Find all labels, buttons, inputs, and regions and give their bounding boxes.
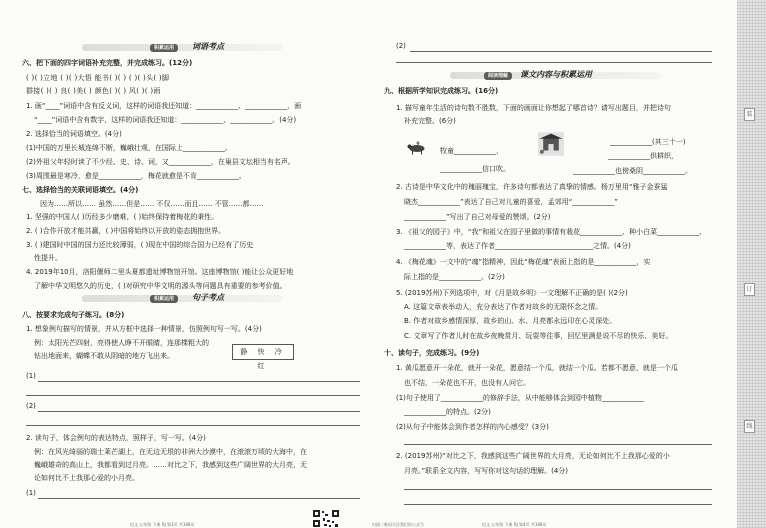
binding-mark: 装 <box>744 108 755 121</box>
q9-item4-line1: 4. 《梅花魂》一文中的“魂”指精神，因此“梅花魂”表面上指的是____________，实 <box>396 258 651 266</box>
section-banner <box>82 44 282 51</box>
section-tag: 积累运用 <box>150 44 178 52</box>
binding-mark: 线 <box>744 420 755 433</box>
answer-line[interactable] <box>38 411 360 412</box>
section-title: 词语考点 <box>192 42 224 51</box>
answer-line[interactable] <box>26 425 360 426</box>
q10-item2-line1: 2. (2019苏州)“对比之下，我感到这些广阔世界的大月亮，无论如何比不上我那心爱的小 <box>396 452 670 460</box>
q9-item3-line2: ____________等，表达了作者____________________________之情。(4分) <box>404 242 631 250</box>
question-9-title: 九、根据所学知识完成练习。(16分) <box>384 87 499 95</box>
q6-part2-item3: (3)周围最是寒冷，愈是____________，梅花就愈是不肯____________。 <box>26 172 246 180</box>
poem-caption-b: ____________信口吹。 <box>440 165 510 173</box>
answer-line[interactable] <box>26 395 360 396</box>
q7-item3-line1: 3. ( )建国时中国的国力还比较薄弱，( )现在中国的综合国力已经有了历史 <box>26 241 254 249</box>
section-tag: 积累运用 <box>150 295 178 303</box>
page-footer: 语文 五年级 下册 RJ 第4页 共188页 <box>482 522 547 527</box>
answer-line[interactable] <box>396 62 712 63</box>
q6-part1-line1: 1. 画“____”词语中含有反义词，这样的词语我还知道：____________、____________，画 <box>26 102 302 110</box>
q8-item2: 2. 读句子，体会例句的表达特点，照样子，写一写。(4分) <box>26 434 206 442</box>
answer-line[interactable] <box>404 504 712 505</box>
section-banner <box>82 295 282 302</box>
poem-caption-e: ____________也傍桑阴____________。 <box>573 167 692 175</box>
answer-label-2: (2) <box>26 402 36 410</box>
q7-item3-line2: 性提升。 <box>34 254 62 262</box>
q9-item2-line1: 2. 古诗是中华文化中的瑰丽瑰宝，许多诗句都表达了真挚的情感。杨万里用“雅子金蚕猛 <box>396 183 668 191</box>
idiom-row-2: 群接( )( ) 良( )美( ) 颜色( )( ) 风( )( )雨 <box>26 87 161 95</box>
answer-label-3: (1) <box>26 489 36 497</box>
q8-example2-line2: 巍峨雄奇的高山上，我都看到过月亮。……对比之下，我感到这些广阔世界的大月亮，无 <box>34 461 307 469</box>
q6-part1-line2: “____”词语中含有数字，这样的词语我还知道：____________、____________。(4分) <box>34 116 297 124</box>
scan-note: 扫描二维码关注我们的公众号 <box>372 522 424 527</box>
q10-sub1-line2: ____________的特点。(2分) <box>404 408 491 416</box>
binding-strip <box>737 0 766 528</box>
q9-item3-line1: 3. 《祖父的园子》中，“我”和祖父在园子里做的事情有栽花____________、种小白菜____________、 <box>396 228 707 236</box>
q10-item1-line2: 也不结，一朵花也不开，也没有人问它。 <box>404 379 530 387</box>
section-title: 句子考点 <box>192 293 224 302</box>
conjunction-options: 因为……所以…… 虽然……但是…… 不仅……而且…… 不管……都…… <box>40 200 264 208</box>
question-10-title: 十、读句子，完成练习。(9分) <box>384 349 480 357</box>
page-footer: 语文 五年级 下册 RJ 第3页 共188页 <box>130 522 195 527</box>
q7-item4-line2: 了解中华文明悠久的历史，( )对研究中华文明的源头等问题具有重要的参考价值。 <box>34 282 287 290</box>
q10-item1-line1: 1. 黄瓜愿意开一朵花，就开一朵花，愿意结一个瓜，就结一个瓜。若都不愿意，就是一个瓜 <box>396 364 678 372</box>
q10-sub1-line1: (1)句子使用了____________的修辞手法，从中能够体会到园中植物____________ <box>396 394 644 402</box>
farm-scene-illustration <box>538 132 564 156</box>
answer-line[interactable] <box>38 498 360 499</box>
q9-item1-line2: 补充完整。(6分) <box>404 117 456 125</box>
answer-label-top: (2) <box>396 42 406 50</box>
question-8-title: 八、按要求完成句子练习。(8分) <box>22 311 125 319</box>
idiom-row-1: ( )( )立地 ( )( )大悟 能书( )( ) ( )( )头( )脚 <box>26 74 170 82</box>
q10-item2-line2: 月亮。”联系全文内容，写写你对这句话的理解。(4分) <box>404 467 569 475</box>
herdboy-ox-illustration <box>406 140 426 155</box>
option-b: B. 作者对故乡感情深厚，故乡的山、水、月亮都永远印在心灵深处。 <box>404 317 617 325</box>
q8-example2-line1: 例：在风光绮丽的瑞士莱芒湖上，在无边无垠的非洲大沙漠中，在滚滚万顷的大海中，在 <box>34 448 307 456</box>
q9-item5: 5. (2019苏州)下列选项中，对《月是故乡明》一文理解不正确的是( )(2分) <box>396 289 628 297</box>
answer-line[interactable] <box>404 489 712 490</box>
q6-part2: 2. 选择恰当的词语填空。(4分) <box>26 130 122 138</box>
right-column <box>372 0 714 528</box>
q7-item4-line1: 4. 2019年10月，洛阳偃师二里头夏都遗址博物馆开馆。这座博物馆( )能让公众更好地 <box>26 268 294 276</box>
word-choice-box: 静 快 冷 红 <box>232 344 294 360</box>
q8-item1: 1. 想象例句描写的情景，并从方框中选择一种情景，仿照例句写一写。(4分) <box>26 325 262 333</box>
answer-line[interactable] <box>404 444 712 445</box>
q10-sub2: (2)从句子中能体会到作者怎样的内心感受？(3分) <box>396 423 549 431</box>
q9-item2-line3: ____________”写出了自己对母爱的赞颂。(2分) <box>404 213 551 221</box>
q9-item4-line2: 际上指的是____________。(2分) <box>404 273 505 281</box>
section-tag: 阅读理解 <box>484 72 512 80</box>
poem-caption-c: ____________(其三十一) <box>610 138 686 146</box>
answer-line[interactable] <box>38 381 360 382</box>
q9-item2-line2: 晓杰____________”表达了自己对儿童的喜爱，孟郊用“____________” <box>404 198 618 206</box>
binding-mark: 订 <box>744 283 755 296</box>
q8-example-line2: 钻出地面来，蝴蝶不敢从阴暗的地方飞出来。 <box>34 352 174 360</box>
poem-caption-a: 牧童____________， <box>440 147 503 155</box>
q6-part2-item2: (2)外祖父年轻时读了不少经、史、诗、词，又____________，在巢县文坛相当有名声。 <box>26 158 295 166</box>
q7-item2: 2. ( )合作开放才能共赢，( )中国将始终以开放的姿态拥抱世界。 <box>26 227 226 235</box>
question-7-title: 七、选择恰当的关联词语填空。(4分) <box>22 186 139 194</box>
q9-item1-line1: 1. 描写童年生活的诗句数不胜数，下面的画面让你想起了哪首诗？请写出题目，并把诗句 <box>396 104 671 112</box>
q8-example-line1: 例：太阳光芒四射，亮得使人睁不开眼睛，连那棵粗大的 <box>34 339 209 347</box>
q6-part2-item1: (1)中国的万里长城连绵不断，巍峨壮观，在国际上____________。 <box>26 144 232 152</box>
section-title: 课文内容与积累运用 <box>520 70 592 79</box>
option-c: C. 文章写了作者儿时在故乡夜晚赏月、玩耍等往事，回忆里满是说不尽的快乐、美好。 <box>404 332 673 340</box>
qr-code-icon <box>312 509 340 528</box>
answer-label-1: (1) <box>26 372 36 380</box>
question-6-title: 六、把下面的四字词语补充完整，并完成练习。(12分) <box>22 59 193 67</box>
q7-item1: 1. 坚强的中国人( )历经多少磨难，( )始终保持着梅花的秉性。 <box>26 213 219 221</box>
option-a: A. 这篇文章表举动人，充分表达了作者对故乡的无限怀念之情。 <box>404 303 603 311</box>
q8-example2-line3: 论如何比不上我那心爱的小月亮。 <box>34 474 139 482</box>
answer-line[interactable] <box>410 51 712 52</box>
poem-caption-d: ____________供耕织， <box>608 152 678 160</box>
left-column <box>22 0 362 528</box>
